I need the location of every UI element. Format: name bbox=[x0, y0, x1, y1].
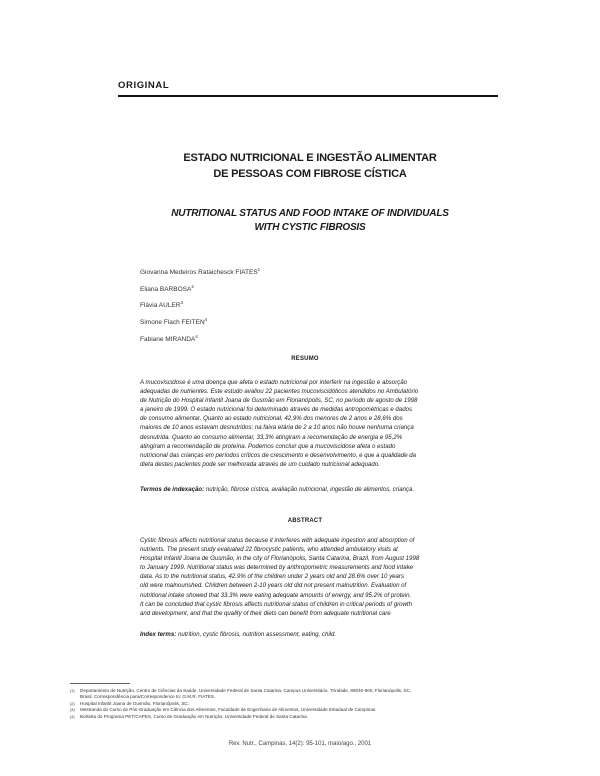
author: Giovanna Medeiros Rataichesck FIATES$^1$ bbox=[140, 267, 261, 277]
resumo-line: de consumo alimentar. Quanto ao estado nutricional, 42,9% dos menores de 2 anos e 28,6% dos bbox=[140, 415, 403, 423]
keywords-label: Termos de indexação: bbox=[140, 486, 205, 493]
resumo-line: nutricional das crianças em períodos críticos de crescimento e desenvolvimento, e que a qualidade da bbox=[140, 451, 417, 459]
resumo-line: A mucoviscidose é uma doença que afeta o estado nutricional por interferir na ingestão e absorção bbox=[140, 379, 408, 386]
keywords-value: nutrição, fibrose cística, avaliação nutricional, ingestão de alimentos, criança. bbox=[205, 486, 415, 493]
abstract-line: nutritional intake showed that 33.3% were eating adequate amounts of energy, and 95.2% of protein. bbox=[140, 591, 412, 599]
section-label: ORIGINAL bbox=[118, 80, 170, 91]
abstract-line: data. As to the nutritional status, 42.9% of the children under 2 years old and 28.6% over 10 years bbox=[140, 573, 404, 581]
resumo-line: atingiram a recomendação de proteína. Podemos concluir que a mucoviscidose afeta o estado bbox=[140, 442, 396, 450]
title-english bbox=[100, 207, 520, 235]
resumo-line: a janeiro de 1999. O estado nutricional foi determinado através de medidas antropométricas e dados bbox=[140, 406, 413, 414]
resumo-line: dieta destes pacientes pode ser melhorada através de um cuidado nutricional adequado. bbox=[140, 460, 380, 468]
keywords-value: nutrition, cystic fibrosis, nutrition assessment, eating, child. bbox=[177, 631, 337, 638]
keywords-label: Index terms: bbox=[140, 631, 177, 638]
abstract-line: old were malnourished. Children between 2-10 years old did not present malnutrition. Evaluation of bbox=[140, 582, 407, 590]
resumo-heading: RESUMO bbox=[291, 356, 319, 362]
abstract-line: Cystic fibrosis affects nutritional status because it interferes with adequate ingestion and absorption of bbox=[140, 537, 415, 544]
abstract-heading: ABSTRACT bbox=[287, 518, 323, 524]
resumo-line: de Nutrição do Hospital Infantil Joana de Gusmão em Florianópolis, SC, no período de agosto de 1998 bbox=[140, 397, 418, 405]
title-pt-line: DE PESSOAS COM FIBROSE CÍSTICA bbox=[213, 168, 407, 180]
resumo-line: adequadas de nutrientes. Este estudo avaliou 22 pacientes mucoviscidóticos atendidos no Ambulatório bbox=[140, 388, 419, 396]
header-rule bbox=[118, 95, 498, 97]
author: Eliana BARBOSA$^2$ bbox=[140, 283, 194, 293]
title-portuguese bbox=[100, 150, 520, 182]
abstract-keywords bbox=[140, 630, 486, 639]
footnote: (4) Bolsista do Programa PET/CAPES, Curso de Graduação em Nutrição, Universidade Federal de Santa Catarina. bbox=[70, 713, 309, 719]
footnote: Brasil. Correspondência para/Correspondence to: G.M.R. FIATES. bbox=[80, 694, 216, 700]
author: Simone Flach FEITEN$^4$ bbox=[140, 316, 208, 327]
title-en-line: WITH CYSTIC FIBROSIS bbox=[254, 222, 366, 233]
author-list bbox=[140, 263, 260, 346]
abstract-line: nutrients. The present study evaluated 22 fibrocystic patients, who attended ambulatory visits at bbox=[140, 546, 398, 554]
author: Fabiane MIRANDA$^4$ bbox=[140, 333, 198, 343]
footnote: (2) Hospital Infantil Joana de Gusmão, Florianópolis, SC. bbox=[70, 700, 190, 706]
title-en-line: NUTRITIONAL STATUS AND FOOD INTAKE OF INDIVIDUALS bbox=[171, 208, 449, 219]
resumo-line: desnutrida. Quanto ao consumo alimentar, 33,3% atingiram a recomendação de energia e 95,2% bbox=[140, 433, 403, 441]
resumo-body bbox=[140, 378, 486, 469]
resumo-keywords bbox=[140, 485, 486, 494]
abstract-line: and development, and that the quality of their diets can benefit from adequate nutritional care bbox=[140, 609, 391, 617]
abstract-line: It can be concluded that cystic fibrosis affects nutritional status of children in critical periods of growth bbox=[140, 600, 412, 608]
author: Flávia AULER$^3$ bbox=[140, 300, 183, 310]
title-pt-line: ESTADO NUTRICIONAL E INGESTÃO ALIMENTAR bbox=[183, 152, 437, 164]
resumo-line: maiores de 10 anos estavam desnutridos; na faixa etária de 2 a 10 anos não houve nenhuma criança bbox=[140, 424, 414, 432]
page-footer: Rev. Nutr., Campinas, 14(2): 95-101, maio/ago., 2001 bbox=[228, 741, 372, 747]
footnote: (1) Departamento de Nutrição, Centro de Ciências da Saúde, Universidade Federal de Santa Catarina. Campus Universitário, Trindade, 88040-900, Florianópolis, SC, bbox=[70, 688, 412, 693]
footnote: (3) Mestranda do Curso de Pós-Graduação em Ciência dos Alimentos, Faculdade de Engenharia de Alimentos, Universidade Estadual de Campinas. bbox=[70, 707, 377, 713]
abstract-line: Hospital Infantil Joana de Gusmão, in the city of Florianópolis, Santa Catarina, Brazil, from August 1998 bbox=[140, 555, 420, 563]
abstract-line: to January 1999. Nutritional status was determined by anthropometric measurements and food intake bbox=[140, 564, 414, 572]
footnote-rule bbox=[70, 683, 130, 684]
abstract-body bbox=[140, 536, 486, 618]
footnotes bbox=[70, 688, 530, 720]
